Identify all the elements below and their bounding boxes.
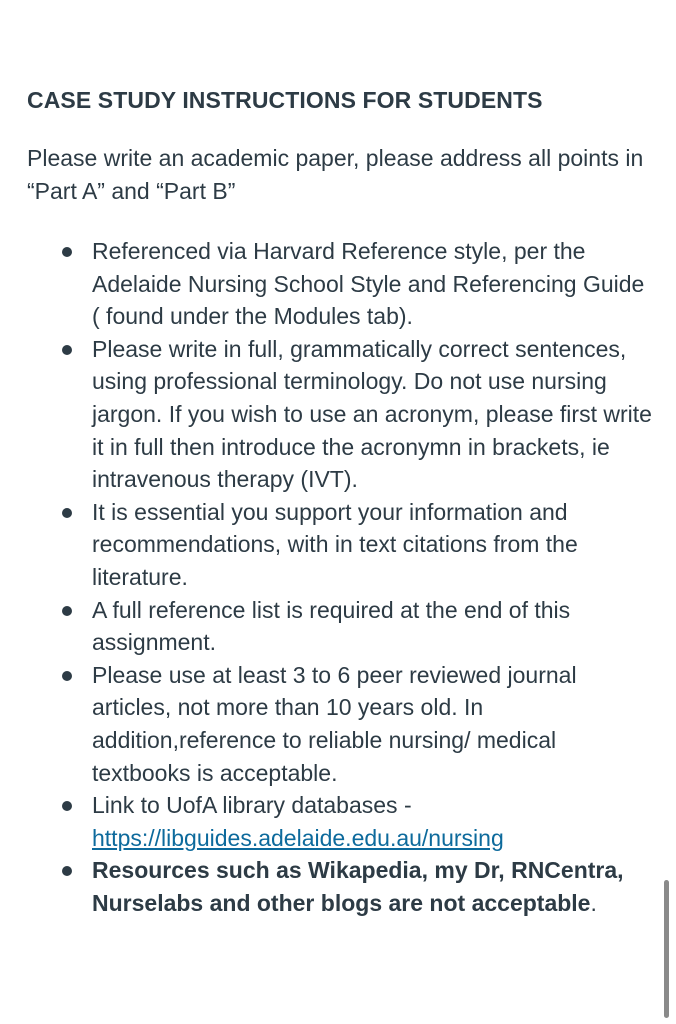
bullet-icon xyxy=(62,606,72,616)
list-item-text: Please write in full, grammatically correct sentences, using professional terminology. Do not use nursing jargon. If you wish to use an acronym, please first write it in full then introduce the acronymn in brackets, ie intravenous therapy (IVT). xyxy=(92,335,652,493)
list-item-text: Please use at least 3 to 6 peer reviewed journal articles, not more than 10 years old. In addition,reference to reliable nursing/ medical textbooks is acceptable. xyxy=(92,661,577,786)
bullet-icon xyxy=(62,801,72,811)
library-prefix: Link to UofA library databases - xyxy=(92,792,412,819)
unacceptable-resources-text: Resources such as Wikapedia, my Dr, RNCentra, Nurselabs and other blogs are not acceptable xyxy=(92,857,624,916)
list-item xyxy=(27,333,657,496)
intro-paragraph: Please write an academic paper, please address all points in “Part A” and “Part B” xyxy=(27,145,644,204)
list-item xyxy=(27,496,657,594)
instruction-list xyxy=(27,235,657,919)
document-content xyxy=(27,84,657,919)
page-title: CASE STUDY INSTRUCTIONS FOR STUDENTS xyxy=(27,87,543,113)
list-item xyxy=(27,235,657,333)
list-item-text: It is essential you support your information and recommendations, with in text citations from the literature. xyxy=(92,498,578,590)
list-item xyxy=(27,594,657,659)
bullet-icon xyxy=(62,508,72,518)
library-link[interactable]: https://libguides.adelaide.edu.au/nursing xyxy=(92,824,504,851)
list-item-text: Referenced via Harvard Reference style, per the Adelaide Nursing School Style and Referencing Guide ( found under the Modules tab). xyxy=(92,238,645,330)
list-item-unacceptable-resources xyxy=(27,854,657,919)
list-item xyxy=(27,659,657,789)
vertical-scrollbar[interactable] xyxy=(664,880,669,1018)
unacceptable-resources-suffix: . xyxy=(590,889,597,916)
list-item-text: A full reference list is required at the end of this assignment. xyxy=(92,596,571,656)
bullet-icon xyxy=(62,866,72,876)
list-item-library xyxy=(27,789,657,854)
bullet-icon xyxy=(62,247,72,257)
bullet-icon xyxy=(62,345,72,355)
bullet-icon xyxy=(62,671,72,681)
